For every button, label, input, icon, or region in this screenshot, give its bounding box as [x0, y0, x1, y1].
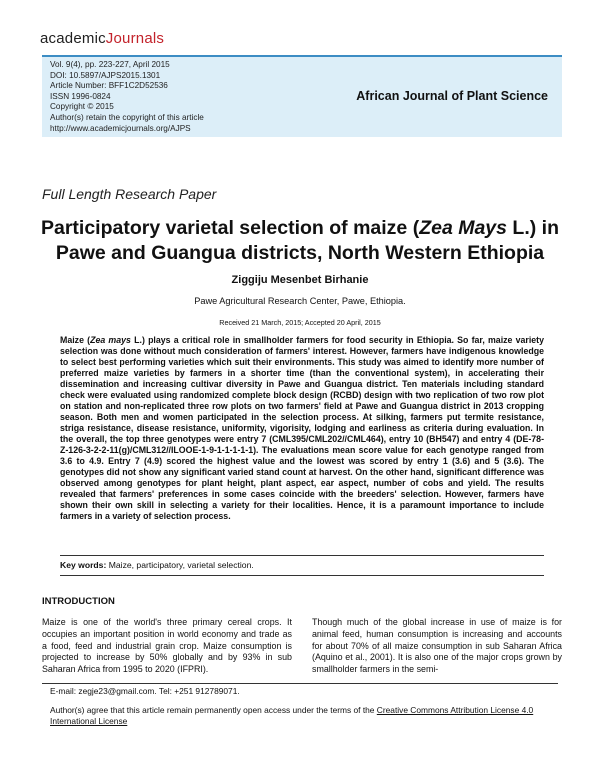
author-rights-line: Author(s) retain the copyright of this article: [50, 112, 204, 122]
logo-text-academic: academic: [40, 30, 106, 47]
received-accepted-dates: Received 21 March, 2015; Accepted 20 April, 2015: [219, 318, 381, 327]
title-part-1: Participatory varietal selection of maize (: [40, 217, 420, 239]
keywords-list: Maize, participatory, varietal selection.: [106, 560, 254, 570]
article-info-box: [42, 55, 562, 137]
abstract-part-1: Maize (: [60, 335, 91, 345]
abstract: [60, 335, 544, 522]
article-number-line: Article Number: BFF1C2D52536: [50, 81, 168, 91]
license-statement: [50, 705, 550, 727]
author-name: Ziggiju Mesenbet Birhanie: [231, 274, 369, 286]
author-affiliation: Pawe Agricultural Research Center, Pawe, Ethiopia.: [194, 296, 406, 306]
footnote-divider: [42, 683, 558, 684]
paper-type: Full Length Research Paper: [42, 186, 217, 202]
volume-line: Vol. 9(4), pp. 223-227, April 2015: [50, 60, 170, 69]
introduction-heading: INTRODUCTION: [42, 596, 115, 607]
logo-text-journals: Journals: [105, 30, 165, 47]
abstract-part-2: L.) plays a critical role in smallholder farmers for food security in Ethiopia. So far, maize variety selection was done without much consideration of farmers' interest. However, farmers have indigenous knowledge to select best performing varieties which suit their environments. This study was aimed to identify more number of preferred maize varieties by farmers in a shorter time (than the conventional system), in accelerating their dissemination and increasing cultivar diversity in Pawe and Guangua district. Ten materials including standard check were evaluated using randomized complete block design (RCBD) design with two replication of two row plot on station and non-replicated three row plots on two farmers' field at Pawe and Guangua district in 2013 cropping season. Both men and women participated in the selection process. At silking, farmers put termite resistance, striga resistance, disease resistance, uniformity, vigorisity, lodging and earliness as criteria during evaluation. In the overall, the top three genotypes were entry 7 (CML395/CML202//CML464), entry 10 (BH547) and entry 4 (DE-78-Z-126-3-2-2-11(g)/CML312//ILOOE-1-9-1-1-1-1-1). The evaluations mean score value for each genotype ranged from 3.6 to 4.9. Entry 7 (4.9) scored the highest value and the lowest was scored by entry 1 (3.6) and 5 (3.6). The genotypes did not show any significant varied stand count at harvest. On the other hand, significant difference was observed among genotypes for plant height, plant aspect, ear aspect, number of cobs and yield. The results revealed that farmers' preferences in some cases coincide with the breeders' selection. However, farmers have shown their own skill in selecting a variety for their localities. Hence, it is a paramount importance to include farmers in a variety of selection process.: [60, 335, 544, 521]
abstract-species: Zea mays: [90, 335, 131, 345]
issn-line: ISSN 1996-0824: [50, 91, 111, 101]
keywords-top-divider: [60, 555, 544, 556]
introduction-left-column: Maize is one of the world's three primary cereal crops. It occupies an important position in world economy and trade as a food, feed and industrial grain crop. Maize consumption is projected to increase by 50% globally and by 93% in sub Saharan Africa from 1995 to 2020 (IFPRI).: [42, 617, 292, 675]
title-species: Zea Mays: [419, 217, 508, 239]
article-title: [40, 216, 560, 266]
doi-line: DOI: 10.5897/AJPS2015.1301: [50, 70, 161, 80]
title-part-2: L.) in Pawe and Guangua districts, North Western Ethiopia: [55, 217, 560, 264]
keywords: [60, 560, 254, 570]
keywords-bottom-divider: [60, 575, 544, 576]
journal-name: African Journal of Plant Science: [356, 89, 548, 103]
copyright-line: Copyright © 2015: [50, 102, 114, 112]
journal-logo: [40, 30, 164, 47]
corresponding-email: E-mail: zegje23@gmail.com. Tel: +251 912789071.: [50, 686, 240, 696]
keywords-label: Key words:: [60, 560, 107, 570]
introduction-right-column: Though much of the global increase in use of maize is for animal feed, human consumption is increasing and accounts for about 70% of all maize consumption in sub Saharan Africa (Aquino et al., 2001). It is also one of the major crops grown by smallholder farmers in the semi-: [312, 617, 562, 675]
journal-url-link[interactable]: http://www.academicjournals.org/AJPS: [50, 123, 191, 133]
article-info-lines: [50, 60, 204, 134]
license-link[interactable]: Creative Commons Attribution License 4.0 International License: [50, 705, 534, 726]
license-text: Author(s) agree that this article remain permanently open access under the terms of the: [50, 705, 377, 715]
